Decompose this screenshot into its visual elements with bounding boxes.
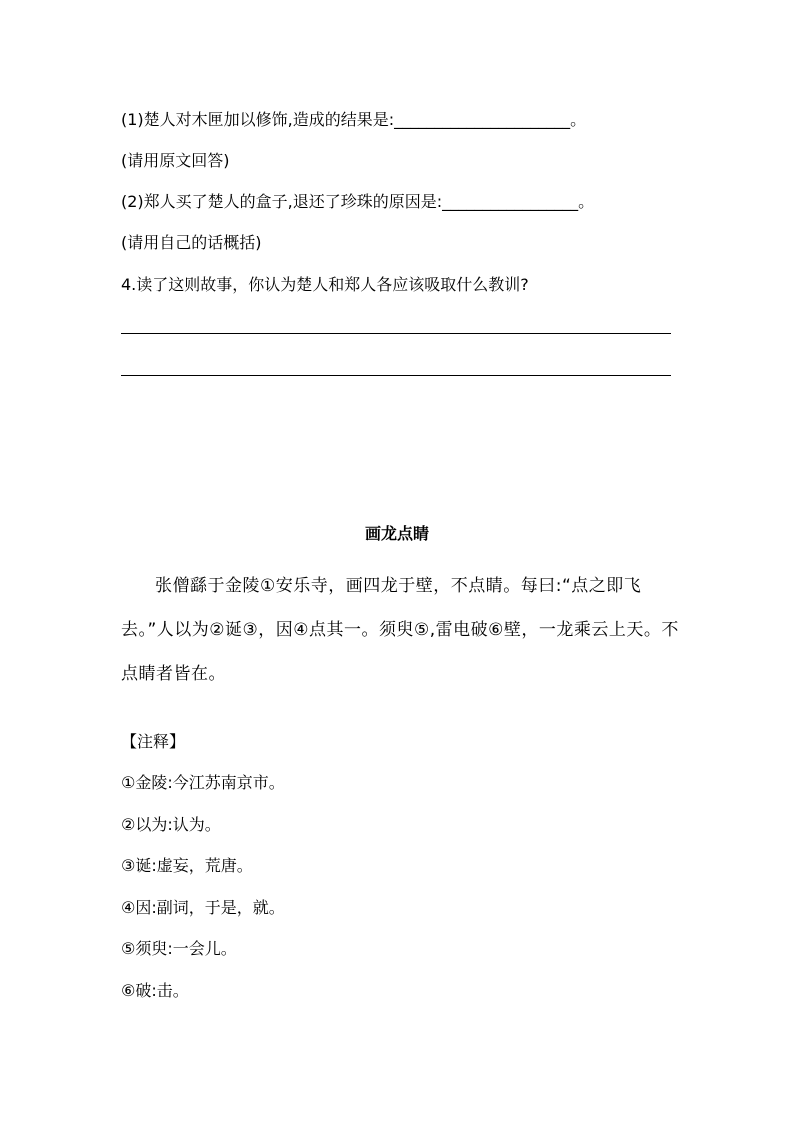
note-item: ②以为:认为。 [121, 815, 221, 834]
question-3-1-hint: (请用原文回答) [121, 151, 230, 170]
notes-heading: 【注释】 [121, 732, 186, 751]
question-3-1: (1)楚人对木匣加以修饰,造成的结果是:______________________。 [121, 110, 587, 129]
note-item: ⑥破:击。 [121, 981, 189, 1000]
note-item: ⑤须臾:一会儿。 [121, 939, 237, 958]
question-3-2: (2)郑人买了楚人的盒子,退还了珍珠的原因是:_________________。 [121, 192, 595, 211]
note-item: ③诞:虚妄，荒唐。 [121, 856, 253, 875]
question-3-2-hint: (请用自己的话概括) [121, 233, 262, 252]
note-item: ④因:副词，于是，就。 [121, 898, 285, 917]
answer-line-2[interactable] [121, 375, 671, 376]
answer-line-1[interactable] [121, 333, 671, 334]
passage-body: 张僧繇于金陵①安乐寺，画四龙于壁，不点睛。每曰:“点之即飞去。”人以为②诞③，因④点其一。须臾⑤,雷电破⑥壁，一龙乘云上天。不点睛者皆在。 [121, 576, 679, 684]
question-4: 4.读了这则故事，你认为楚人和郑人各应该吸取什么教训? [121, 275, 529, 294]
passage-title: 画龙点睛 [364, 524, 429, 543]
note-item: ①金陵:今江苏南京市。 [121, 773, 285, 792]
